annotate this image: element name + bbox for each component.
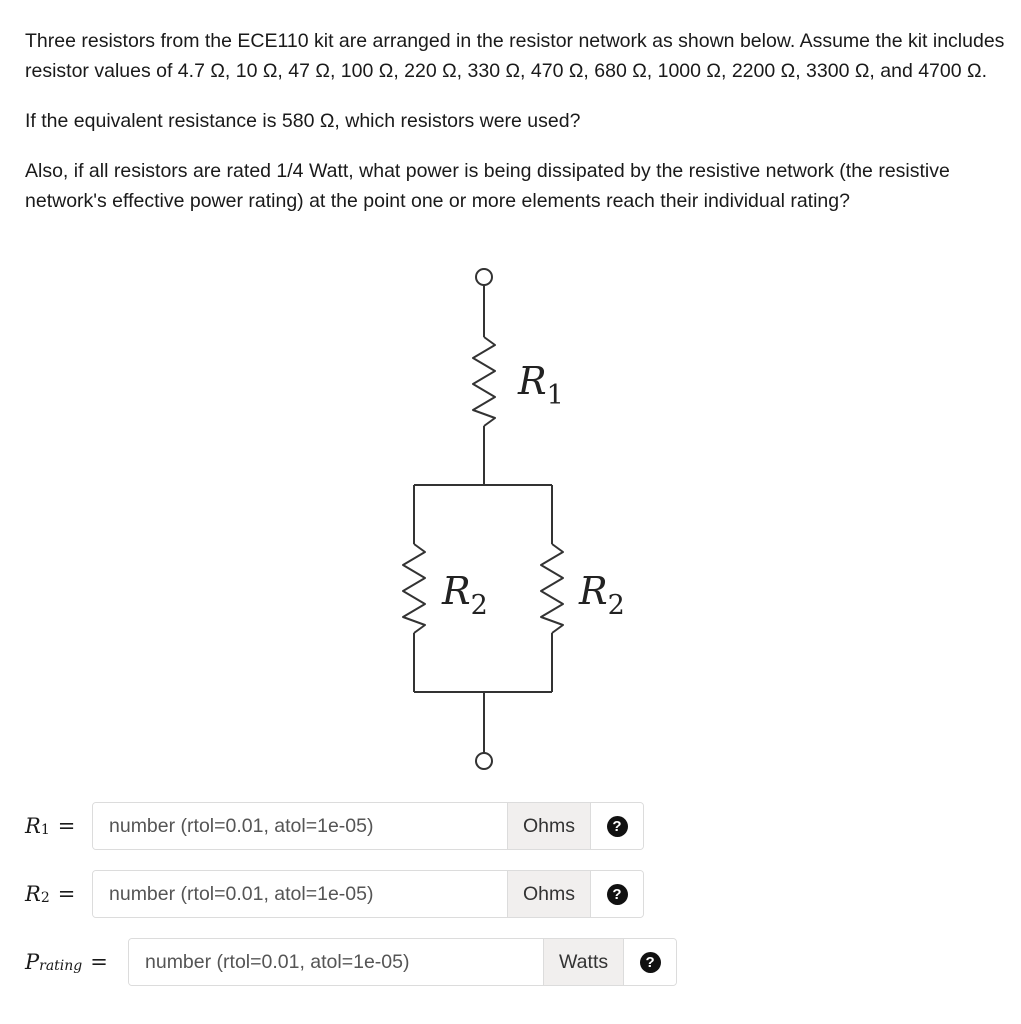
question-paragraph-power: Also, if all resistors are rated 1/4 Watt, what power is being dissipated by the resistive network (the resistive network's effective power rating) at the point one or more elements reach their individual rating? [25, 160, 950, 212]
help-icon[interactable]: ? [607, 816, 628, 837]
answer-row-r2 [25, 870, 644, 918]
help-icon[interactable]: ? [640, 952, 661, 973]
r2-input[interactable] [93, 871, 507, 917]
question-paragraph-intro: Three resistors from the ECE110 kit are arranged in the resistor network as shown below. Assume the kit includes resistor values of 4.7 Ω, 10 Ω, 47 Ω, 100 Ω, 220 Ω, 330 Ω, 470 Ω, 680 Ω, 1000 Ω, 2200 Ω, 3300 Ω, and 4700 Ω. [25, 30, 1005, 82]
question-paragraph-resistance: If the equivalent resistance is 580 Ω, which resistors were used? [25, 110, 581, 132]
answer-row-r1 [25, 802, 644, 850]
answer-row-prating [25, 938, 677, 986]
input-group-r2 [92, 870, 644, 918]
label-r2-answer: R $_2$ = [25, 882, 76, 906]
label-r1-answer: R $_1$ = [25, 814, 76, 838]
bottom-terminal [476, 753, 492, 769]
label-r2-right: $R_2$ [579, 569, 625, 621]
label-r2-left: $R_2$ [442, 569, 488, 621]
prating-input[interactable] [129, 939, 543, 985]
unit-ohms-r2: Ohms [507, 871, 591, 917]
unit-ohms-r1: Ohms [507, 803, 591, 849]
input-group-prating [128, 938, 677, 986]
top-terminal [476, 269, 492, 285]
unit-watts: Watts [543, 939, 624, 985]
resistor-r2-right [541, 544, 563, 633]
help-icon[interactable]: ? [607, 884, 628, 905]
circuit-diagram [380, 262, 660, 782]
label-prating-answer: P $_{rating}$ = [25, 950, 108, 974]
question-text [25, 26, 1010, 236]
input-group-r1 [92, 802, 644, 850]
resistor-r1 [473, 337, 495, 426]
r1-input[interactable] [93, 803, 507, 849]
label-r1: $R_1$ [518, 359, 564, 411]
resistor-r2-left [403, 544, 425, 633]
